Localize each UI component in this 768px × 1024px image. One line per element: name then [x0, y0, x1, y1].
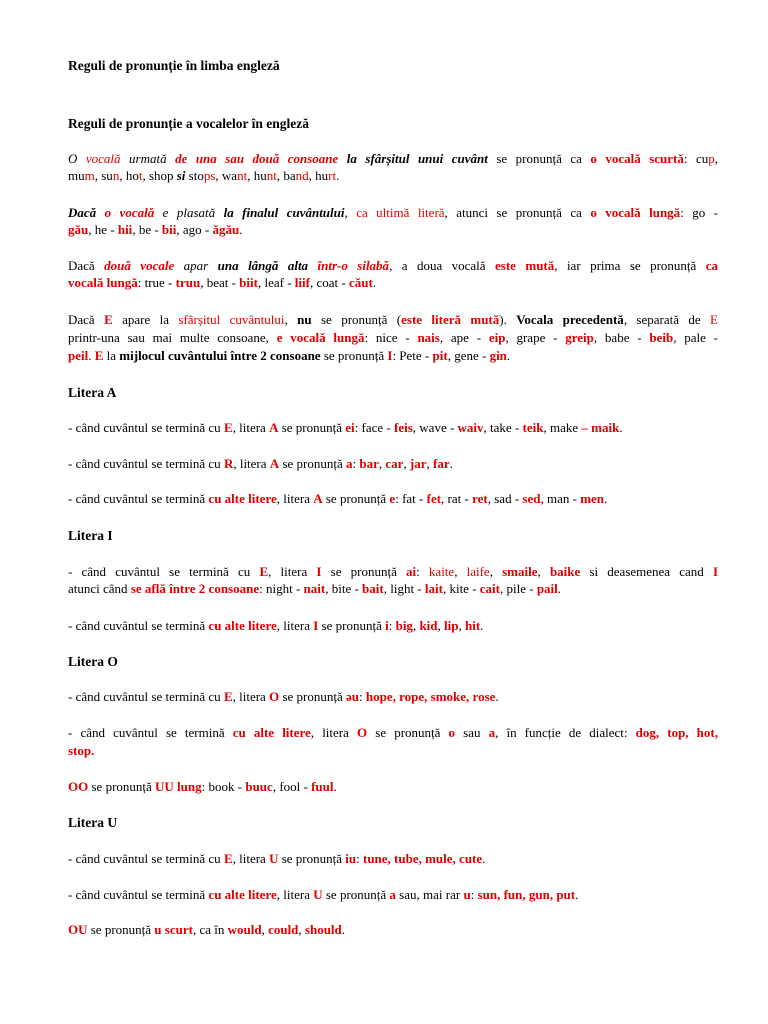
- text-run: sau: [455, 725, 489, 740]
- text-run: [308, 258, 317, 273]
- text-run: - când cuvântul se termină cu: [68, 420, 224, 435]
- text-run: A: [313, 491, 323, 506]
- text-run: bar: [359, 456, 379, 471]
- text-run: hit: [464, 618, 481, 633]
- text-run: :: [359, 689, 366, 704]
- text-run: ,: [412, 618, 420, 633]
- text-run: A: [269, 420, 279, 435]
- section-heading-litera-i: Litera I: [68, 528, 113, 543]
- text-run: sfârșitul cuvântului: [178, 312, 285, 327]
- text-run: biit: [239, 275, 258, 290]
- text-run: mijlocul cuvântului între 2 consoane: [119, 348, 321, 363]
- text-run: , în funcție de dialect:: [495, 725, 636, 740]
- text-run: o vocală scurtă: [590, 151, 684, 166]
- text-run: ,: [537, 564, 550, 579]
- text-run: , litera: [276, 618, 314, 633]
- rule-line: [68, 419, 718, 436]
- text-run: men: [580, 491, 605, 506]
- text-run: este literă mută: [401, 312, 500, 327]
- text-run: greip: [565, 330, 594, 345]
- text-run: , he -: [88, 222, 118, 237]
- text-run: a: [488, 725, 496, 740]
- text-run: OO: [68, 779, 89, 794]
- text-run: se pronunță: [88, 779, 156, 794]
- text-run: ,: [261, 922, 269, 937]
- text-run: fet: [426, 491, 442, 506]
- paragraph-line: [68, 347, 718, 364]
- text-run: , bite -: [325, 581, 363, 596]
- text-run: , beat -: [200, 275, 240, 290]
- text-run: tune, tube, mule, cute: [362, 851, 483, 866]
- text-run: O: [357, 725, 368, 740]
- text-run: hii: [117, 222, 133, 237]
- section-subtitle: Reguli de pronunție a vocalelor în engleză: [68, 116, 309, 131]
- text-run: a: [389, 887, 396, 902]
- text-run: big: [395, 618, 413, 633]
- text-run: se pronunță: [87, 922, 155, 937]
- text-run: : night -: [259, 581, 304, 596]
- text-run: nais: [417, 330, 440, 345]
- text-run: Dacă: [68, 312, 105, 327]
- rule-line: [68, 850, 718, 867]
- text-run: atunci când: [68, 581, 131, 596]
- text-run: se pronunță (: [311, 312, 402, 327]
- text-run: , ho: [119, 168, 139, 183]
- text-run: ,: [426, 456, 434, 471]
- text-run: .: [619, 420, 623, 435]
- text-run: la finalul cuvântului: [223, 205, 345, 220]
- text-run: :: [356, 851, 363, 866]
- text-run: - când cuvântul se termină: [68, 491, 209, 506]
- text-run: , be -: [132, 222, 162, 237]
- text-run: - când cuvântul se termină cu: [68, 689, 224, 704]
- text-run: far: [433, 456, 450, 471]
- text-run: .: [557, 581, 562, 596]
- paragraph-line: [68, 150, 718, 167]
- text-run: buuc: [245, 779, 273, 794]
- text-run: ,: [344, 205, 357, 220]
- text-run: cu alte litere: [208, 887, 277, 902]
- text-run: lip: [444, 618, 459, 633]
- text-run: baike: [549, 564, 581, 579]
- text-run: , light -: [383, 581, 425, 596]
- text-run: , babe -: [593, 330, 650, 345]
- text-run: se pronunță: [279, 689, 346, 704]
- text-run: gin: [489, 348, 507, 363]
- text-run: should: [304, 922, 342, 937]
- text-run: smaile: [502, 564, 538, 579]
- text-run: : book -: [201, 779, 246, 794]
- text-run: : nice -: [364, 330, 418, 345]
- text-run: m: [84, 168, 95, 183]
- rule-line: [68, 724, 718, 741]
- paragraph-line: [68, 329, 718, 346]
- text-run: , litera: [232, 420, 270, 435]
- text-run: E: [710, 312, 718, 327]
- section-heading-litera-o: Litera O: [68, 654, 118, 669]
- text-run: : true -: [137, 275, 176, 290]
- text-run: E: [94, 348, 104, 363]
- text-run: ca ultimă literă: [356, 205, 445, 220]
- text-run: - când cuvântul se termină: [68, 887, 209, 902]
- text-run: , make: [543, 420, 582, 435]
- text-run: bait: [362, 581, 384, 596]
- text-run: UU lung: [155, 779, 202, 794]
- text-run: , hu: [247, 168, 267, 183]
- text-run: si deasemenea cand: [580, 564, 713, 579]
- text-run: iu: [345, 851, 357, 866]
- text-run: hope, rope, smoke, rose: [365, 689, 496, 704]
- text-run: : Pete -: [392, 348, 433, 363]
- text-run: sed: [522, 491, 541, 506]
- text-run: se pronunță: [318, 618, 386, 633]
- text-run: se pronunță: [320, 348, 388, 363]
- text-run: ,: [437, 618, 445, 633]
- text-run: ,: [714, 151, 718, 166]
- text-run: E: [104, 312, 113, 327]
- text-run: , atunci se pronunță ca: [444, 205, 591, 220]
- text-run: Vocala precedentă: [516, 312, 624, 327]
- text-run: O: [68, 151, 86, 166]
- text-run: .: [372, 275, 377, 290]
- text-run: bii: [161, 222, 177, 237]
- text-run: t: [138, 168, 143, 183]
- text-run: ).: [499, 312, 517, 327]
- text-run: , kite -: [442, 581, 480, 596]
- text-run: I: [387, 348, 393, 363]
- text-run: ăgău: [212, 222, 240, 237]
- text-run: , sad -: [487, 491, 523, 506]
- text-run: ps: [203, 168, 216, 183]
- rule-line: [68, 688, 718, 705]
- text-run: o vocală lungă: [590, 205, 681, 220]
- text-run: .: [480, 618, 484, 633]
- text-run: , ago -: [176, 222, 213, 237]
- text-run: E: [223, 689, 233, 704]
- text-run: nait: [303, 581, 326, 596]
- section-heading-litera-a: Litera A: [68, 385, 117, 400]
- text-run: ,: [284, 312, 298, 327]
- text-run: , litera: [276, 887, 314, 902]
- text-run: : go -: [680, 205, 719, 220]
- text-run: , a doua vocală: [389, 258, 496, 273]
- text-run: , litera: [232, 851, 270, 866]
- text-run: nd: [295, 168, 309, 183]
- text-run: , fool -: [272, 779, 312, 794]
- text-run: teik: [522, 420, 544, 435]
- text-run: : cu: [683, 151, 709, 166]
- text-run: , coat -: [309, 275, 349, 290]
- text-run: , gene -: [447, 348, 490, 363]
- text-run: , take -: [483, 420, 523, 435]
- text-run: e vocală lungă: [276, 330, 365, 345]
- text-run: , pale -: [673, 330, 718, 345]
- text-run: a: [345, 456, 353, 471]
- text-run: sto: [185, 168, 204, 183]
- text-run: .: [336, 168, 340, 183]
- text-run: p: [708, 151, 715, 166]
- text-run: laife: [466, 564, 490, 579]
- text-run: E: [223, 420, 233, 435]
- text-run: ret: [472, 491, 488, 506]
- text-run: - când cuvântul se termină cu: [68, 456, 224, 471]
- paragraph-line: [68, 167, 718, 184]
- text-run: A: [269, 456, 280, 471]
- text-run: , wa: [215, 168, 238, 183]
- text-run: :: [416, 564, 429, 579]
- text-run: - când cuvântul se termină cu: [68, 564, 260, 579]
- text-run: fuul: [311, 779, 334, 794]
- text-run: ,: [298, 922, 305, 937]
- text-run: ,: [454, 564, 467, 579]
- text-run: : face -: [354, 420, 394, 435]
- text-run: :: [352, 456, 360, 471]
- text-run: se pronunță: [322, 887, 390, 902]
- text-run: , su: [94, 168, 113, 183]
- text-run: truu: [175, 275, 201, 290]
- text-run: se pronunță: [279, 456, 346, 471]
- text-run: nt: [237, 168, 248, 183]
- text-run: căut: [348, 275, 373, 290]
- rule-line: [68, 886, 718, 903]
- text-run: nu: [297, 312, 312, 327]
- text-run: – maik: [581, 420, 620, 435]
- text-run: O: [269, 689, 280, 704]
- text-run: gău: [68, 222, 89, 237]
- text-run: la: [103, 348, 120, 363]
- text-run: - când cuvântul se termină: [68, 725, 233, 740]
- text-run: , litera: [268, 564, 317, 579]
- rule-line: [68, 778, 718, 795]
- text-run: nt: [266, 168, 277, 183]
- rule-line: [68, 580, 718, 597]
- paragraph-line: [68, 221, 718, 238]
- text-run: E: [223, 851, 233, 866]
- text-run: .: [239, 222, 243, 237]
- text-run: , leaf -: [257, 275, 295, 290]
- text-run: cu alte litere: [208, 491, 277, 506]
- text-run: cu alte litere: [232, 725, 311, 740]
- text-run: urmată: [120, 151, 176, 166]
- text-run: R: [223, 456, 234, 471]
- text-run: , wave -: [412, 420, 458, 435]
- text-run: stop.: [68, 743, 95, 758]
- text-run: lait: [424, 581, 443, 596]
- text-run: , man -: [540, 491, 581, 506]
- text-run: ,: [378, 456, 386, 471]
- text-run: .: [495, 689, 499, 704]
- text-run: Dacă: [68, 205, 105, 220]
- text-run: se pronunță: [322, 491, 390, 506]
- text-run: într-o silabă: [317, 258, 390, 273]
- text-run: peil: [68, 348, 89, 363]
- paragraph-line: [68, 274, 718, 291]
- text-run: , grape -: [505, 330, 566, 345]
- text-run: E: [259, 564, 269, 579]
- text-run: : fat -: [395, 491, 427, 506]
- text-run: apare la: [112, 312, 179, 327]
- text-run: , hu: [308, 168, 329, 183]
- rule-line: [68, 563, 718, 580]
- text-run: se pronunță ca: [487, 151, 591, 166]
- text-run: waiv: [457, 420, 484, 435]
- rule-line: [68, 921, 718, 938]
- text-run: ,: [489, 564, 503, 579]
- text-run: sun, fun, gun, put: [477, 887, 576, 902]
- text-run: i: [385, 618, 389, 633]
- text-run: U: [313, 887, 323, 902]
- text-run: pit: [432, 348, 448, 363]
- text-run: I: [712, 564, 719, 579]
- text-run: , rat -: [441, 491, 473, 506]
- text-run: o: [448, 725, 456, 740]
- text-run: .: [506, 348, 511, 363]
- text-run: , shop: [142, 168, 177, 183]
- text-run: se află între 2 consoane: [130, 581, 260, 596]
- paragraph-line: [68, 311, 718, 328]
- text-run: - când cuvântul se termină cu: [68, 851, 224, 866]
- text-run: :: [470, 887, 478, 902]
- text-run: kid: [419, 618, 438, 633]
- text-run: vocală lungă: [68, 275, 138, 290]
- text-run: əu: [346, 689, 359, 704]
- text-run: ai: [406, 564, 417, 579]
- text-run: ei: [345, 420, 355, 435]
- text-run: Dacă: [68, 258, 105, 273]
- text-run: sau, mai rar: [395, 887, 464, 902]
- text-run: .: [575, 887, 579, 902]
- text-run: eip: [488, 330, 506, 345]
- text-run: u: [463, 887, 471, 902]
- text-run: .: [333, 779, 337, 794]
- text-run: n: [112, 168, 120, 183]
- text-run: rt: [328, 168, 337, 183]
- text-run: si: [176, 168, 186, 183]
- text-run: I: [313, 618, 319, 633]
- text-run: de una sau două consoane: [175, 151, 339, 166]
- text-run: cu alte litere: [208, 618, 277, 633]
- text-run: .: [449, 456, 453, 471]
- text-run: I: [316, 564, 322, 579]
- text-run: OU: [68, 922, 88, 937]
- text-run: liif: [294, 275, 310, 290]
- text-run: car: [385, 456, 404, 471]
- text-run: , litera: [276, 491, 314, 506]
- text-run: pail: [536, 581, 558, 596]
- rule-line: [68, 617, 718, 634]
- text-run: e plasată: [154, 205, 224, 220]
- text-run: la sfârșitul unui cuvânt: [338, 151, 488, 166]
- text-run: , litera: [310, 725, 358, 740]
- text-run: jar: [409, 456, 427, 471]
- text-run: .: [604, 491, 608, 506]
- text-run: , separată de: [623, 312, 711, 327]
- text-run: U: [269, 851, 279, 866]
- rule-line: [68, 742, 718, 759]
- text-run: , ca în: [192, 922, 228, 937]
- text-run: se pronunță: [278, 420, 346, 435]
- text-run: .: [482, 851, 486, 866]
- text-run: could: [268, 922, 299, 937]
- text-run: vocală: [85, 151, 121, 166]
- text-run: una lângă alta: [217, 258, 309, 273]
- text-run: ca: [705, 258, 719, 273]
- text-run: e: [389, 491, 396, 506]
- text-run: o vocală: [104, 205, 155, 220]
- rule-line: [68, 455, 718, 472]
- text-run: printr-una sau mai multe consoane,: [68, 330, 277, 345]
- text-run: este mută: [495, 258, 555, 273]
- text-run: apar: [174, 258, 218, 273]
- text-run: , litera: [232, 689, 270, 704]
- text-run: u scurt: [154, 922, 193, 937]
- section-heading-litera-u: Litera U: [68, 815, 118, 830]
- page-title: Reguli de pronunție în limba engleză: [68, 58, 280, 73]
- text-run: mu: [68, 168, 85, 183]
- text-run: , iar prima se pronunță: [554, 258, 706, 273]
- text-run: , pile -: [500, 581, 537, 596]
- text-run: se pronunță: [278, 851, 346, 866]
- text-run: :: [388, 618, 396, 633]
- text-run: , ape -: [439, 330, 489, 345]
- text-run: would: [227, 922, 262, 937]
- text-run: .: [341, 922, 346, 937]
- text-run: - când cuvântul se termină: [68, 618, 209, 633]
- paragraph-line: [68, 257, 718, 274]
- rule-line: [68, 490, 718, 507]
- paragraph-line: [68, 204, 718, 221]
- text-run: , litera: [233, 456, 270, 471]
- text-run: ,: [403, 456, 410, 471]
- text-run: .: [88, 348, 95, 363]
- text-run: se pronunță: [321, 564, 407, 579]
- text-run: beib: [649, 330, 674, 345]
- text-run: dog, top, hot,: [635, 725, 718, 740]
- text-run: , ba: [276, 168, 296, 183]
- text-run: feis: [394, 420, 413, 435]
- text-run: cait: [479, 581, 500, 596]
- text-run: kaite: [428, 564, 455, 579]
- text-run: se pronunță: [367, 725, 449, 740]
- text-run: ,: [458, 618, 465, 633]
- text-run: două vocale: [104, 258, 175, 273]
